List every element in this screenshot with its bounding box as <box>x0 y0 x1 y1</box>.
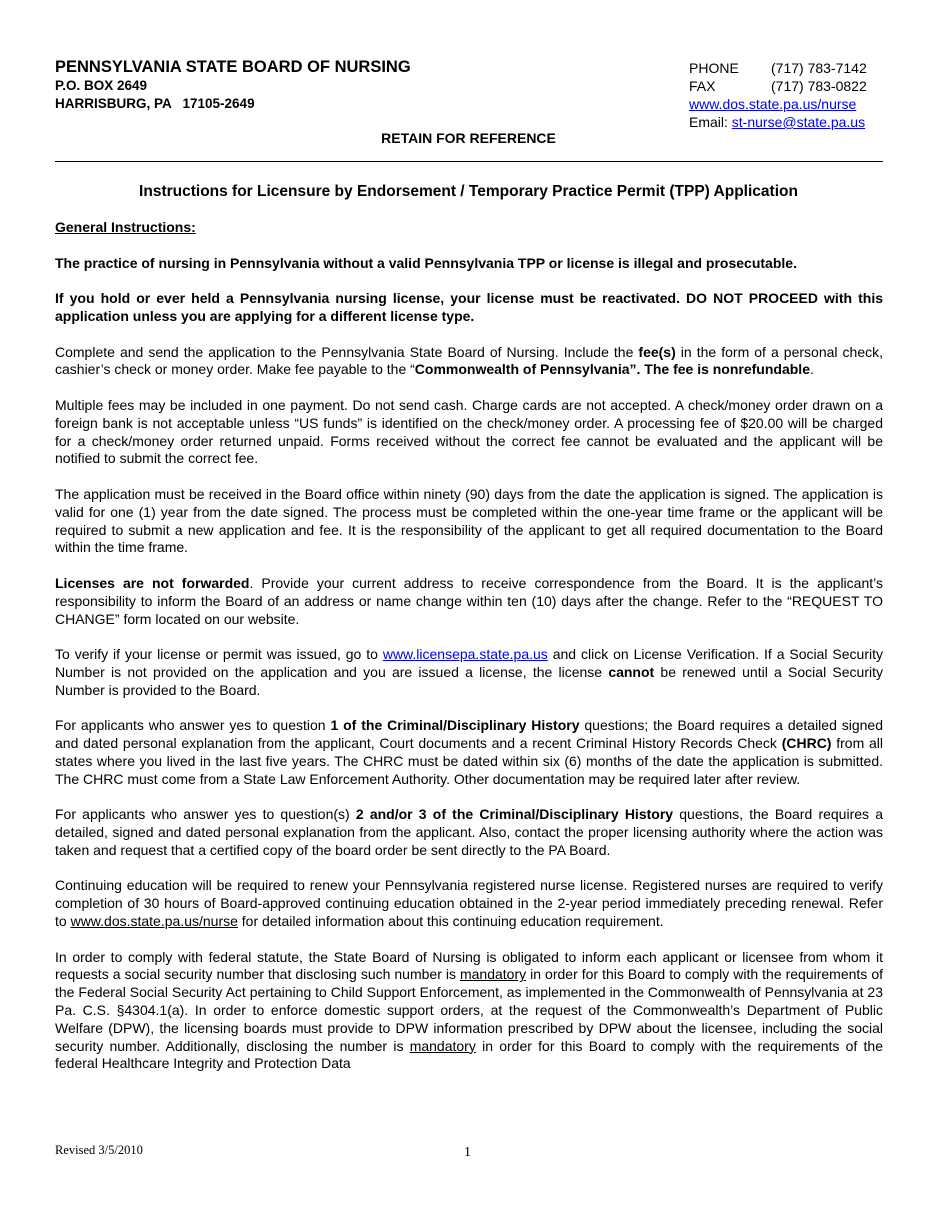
city-state-zip <box>55 95 411 113</box>
website-row <box>689 95 867 113</box>
phone-row <box>689 59 867 77</box>
verify-text-a: To verify if your license or permit was issued, go to <box>55 646 383 663</box>
city-text: HARRISBURG, PA 17105-2649 <box>55 96 255 111</box>
q23-text-c: questions, the Board requires a detailed, signed and dated personal explanation from the applicant. Also, contact the proper licensing authority where the action was taken and request that a certified copy of the board order be sent directly to the PA Board. <box>55 806 883 858</box>
phone-label: PHONE <box>689 60 739 76</box>
paragraph-criminal-q2-q3 <box>55 806 883 859</box>
paragraph-timeframe: The application must be received in the Board office within ninety (90) days from the date the application is signed. The application is valid for one (1) year from the date signed. The process must be completed within the one-year time frame or the applicant will be required to submit a new application and fee. It is the responsibility of the applicant to get all required documentation to the Board within the time frame. <box>55 485 883 556</box>
q23-text-a: For applicants who answer yes to question(s) <box>55 806 356 823</box>
organization-name: PENNSYLVANIA STATE BOARD OF NURSING <box>55 58 411 76</box>
paragraph-illegal-practice: The practice of nursing in Pennsylvania without a valid Pennsylvania TPP or license is illegal and prosecutable. <box>55 254 797 271</box>
paragraph-payment: Multiple fees may be included in one payment. Do not send cash. Charge cards are not accepted. A check/money order drawn on a foreign bank is not acceptable unless “US funds” is identified on the check/money order. A processing fee of $20.00 will be charged for a check/money order returned unpaid. Forms received without the correct fee cannot be evaluated and the applicant will be notified to submit the correct fee. <box>55 396 883 467</box>
po-box: P.O. BOX 2649 <box>55 78 148 93</box>
address-text-a: Licenses are not forwarded <box>55 574 250 591</box>
document-body <box>55 219 883 1091</box>
paragraph-fees <box>55 344 883 380</box>
paragraph-reactivation: If you hold or ever held a Pennsylvania nursing license, your license must be reactivated. DO NOT PROCEED with this application unless you are applying for a different license type. <box>55 290 883 324</box>
q23-text-b: 2 and/or 3 of the Criminal/Disciplinary History <box>355 806 674 823</box>
ssn-text-d: mandatory <box>409 1037 476 1054</box>
fees-text-b: fee(s) <box>638 343 676 360</box>
ssn-text-a: In order to comply with federal statute, the State Board of Nursing is obligated to inform each applicant or licensee from whom it requests a social security number that disclosing such number is <box>55 948 883 983</box>
q1-text-c: questions; the Board requires a detailed signed and dated personal explanation from the applicant, Court documents and a recent Criminal History Records Check <box>55 717 883 752</box>
ssn-text-b: mandatory <box>459 966 527 983</box>
fees-text-c: in the form of a personal check, cashier’s check or money order. Make fee payable to the “ <box>55 343 883 378</box>
email-label: Email: <box>689 114 728 130</box>
fees-text-a: Complete and send the application to the Pennsylvania State Board of Nursing. Include the <box>55 343 639 360</box>
header-divider <box>55 161 883 162</box>
email-link[interactable]: st-nurse@state.pa.us <box>731 114 866 130</box>
phone-number: (717) 783-7142 <box>771 60 867 76</box>
general-instructions-heading <box>55 219 883 237</box>
q1-text-b: 1 of the Criminal/Disciplinary History <box>330 717 580 734</box>
verify-text-b: and click on License Verification. If a Social Security Number is not provided on the application and you are issued a license, the license <box>55 646 883 680</box>
ssn-text-c: in order for this Board to comply with the requirements of the Federal Social Security Act pertaining to Child Support Enforcement, as implemented in the Commonwealth of Pennsylvania at 23 Pa. C.S. §4304.1(a). In order to enforce domestic support orders, at the request of the Commonwealth’s Department of Public Welfare (DPW), the licensing boards must provide to DPW information prescribed by DPW about the licensee, including the social security number. Additionally, disclosing the number is <box>55 966 883 1054</box>
fax-label: FAX <box>689 78 716 94</box>
page-number: 1 <box>464 1145 471 1160</box>
ce-text-b: for detailed information about this continuing education requirement. <box>237 913 664 930</box>
address-text-b: . Provide your current address to receive correspondence from the Board. It is the applicant’s responsibility to inform the Board of an address or name change within ten (10) days after the change. Refer to the “REQUEST TO CHANGE” form located on our website. <box>55 574 883 627</box>
paragraph-criminal-q1 <box>55 717 883 788</box>
paragraph-social-security <box>55 949 883 1074</box>
general-heading-text: General Instructions: <box>55 219 196 235</box>
header-address-block <box>55 57 411 113</box>
paragraph-address <box>55 575 883 628</box>
q1-text-d: (CHRC) <box>781 735 832 752</box>
ssn-text-e: in order for this Board to comply with the requirements of the federal Healthcare Integrity and Protection Data <box>55 1037 883 1072</box>
fees-text-e: . <box>809 361 814 378</box>
document-title: Instructions for Licensure by Endorsement / Temporary Practice Permit (TPP) Application <box>139 183 798 200</box>
revision-date: Revised 3/5/2010 <box>55 1143 143 1157</box>
ce-text-a: Continuing education will be required to renew your Pennsylvania registered nurse license. Registered nurses are required to verify completion of 30 hours of Board-approved continuing education obtained in the 2-year period immediately preceding renewal. Refer to <box>55 877 883 930</box>
license-verification-link[interactable]: www.licensepa.state.pa.us <box>382 646 548 663</box>
paragraph-continuing-education <box>55 877 883 930</box>
website-link[interactable]: www.dos.state.pa.us/nurse <box>689 96 857 112</box>
q1-text-e: from all states where you lived in the last five years. The CHRC must be dated within six (6) months of the date the application is submitted. The CHRC must come from a State Law Enforcement Authority. Other documentation may be required later after review. <box>55 735 883 787</box>
fax-row <box>689 77 867 95</box>
verify-text-c: cannot <box>608 663 655 680</box>
q1-text-a: For applicants who answer yes to question <box>55 717 331 734</box>
header-contact-block <box>689 59 867 131</box>
fees-text-d: Commonwealth of Pennsylvania”. The fee is nonrefundable <box>414 361 810 378</box>
fax-number: (717) 783-0822 <box>771 78 867 94</box>
retain-notice: RETAIN FOR REFERENCE <box>381 130 556 146</box>
verify-text-d: be renewed until a Social Security Number is provided to the Board. <box>55 663 883 698</box>
paragraph-verification <box>55 646 883 699</box>
ce-website-link[interactable]: www.dos.state.pa.us/nurse <box>70 913 238 930</box>
